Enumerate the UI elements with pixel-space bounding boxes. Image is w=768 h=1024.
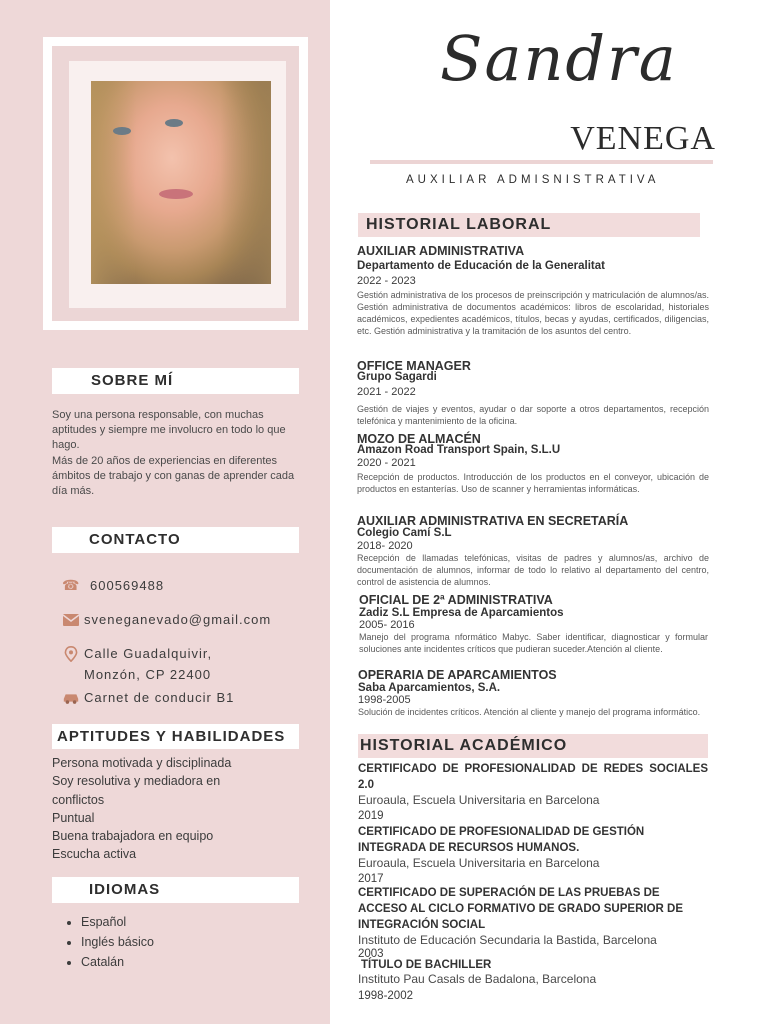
- job-role: AUXILIAR ADMINISTRATIVA: [357, 244, 525, 258]
- education-title: TÍTULO DE BACHILLER: [361, 959, 492, 971]
- language-item: • Catalán: [81, 952, 154, 972]
- contact-phone: 600569488: [90, 578, 165, 593]
- job-company: Zadiz S.L Empresa de Aparcamientos: [359, 607, 564, 619]
- job-dates: 2005- 2016: [359, 619, 415, 631]
- job-description: Solución de incidentes críticos. Atención al cliente y manejo del programa informático.: [358, 707, 701, 717]
- job-dates: 1998-2005: [358, 694, 411, 706]
- education-year: 2017: [358, 873, 384, 885]
- education-title: CERTIFICADO DE PROFESIONALIDAD DE GESTIÓN INTEGRADA DE RECURSOS HUMANOS.: [358, 826, 645, 854]
- job-description: Gestión administrativa de los procesos de preinscripción y matriculación de alumnos/as. Gestión administrativa de documentos académicos: libros de escolaridad, historiales académicos, expedientes académicos, títulos, becas y ayudas, certificados, diligencias, etc. Gestión administrativa y la tramitación de los asuntos del centro.: [357, 290, 709, 336]
- languages-heading-label: IDIOMAS: [89, 881, 161, 898]
- job-entry: [357, 359, 709, 427]
- about-text-1: Soy una persona responsable, con muchas aptitudes y siempre me involucro en todo lo que hago.: [52, 409, 286, 452]
- job-description: Manejo del programa nformático Mabyc. Saber identificar, diagnosticar y formular soluciones ante incidentes críticos que pudieran suceder.Atención al cliente.: [359, 632, 708, 654]
- languages-list: [64, 912, 154, 972]
- contact-heading-label: CONTACTO: [89, 531, 181, 548]
- mail-icon: [62, 612, 80, 628]
- job-company: Amazon Road Transport Spain, S.L.U: [357, 444, 561, 456]
- photo-lips: [159, 189, 193, 199]
- job-description: Recepción de productos. Introducción de los productos en el conveyor, ubicación de productos en estanterías. Uso de scanner y herramientas informáticas.: [357, 472, 709, 494]
- photo-eye-left: [113, 127, 131, 135]
- job-dates: 2021 - 2022: [357, 386, 416, 398]
- education-school: Euroaula, Escuela Universitaria en Barcelona: [358, 856, 600, 870]
- education-heading: [358, 734, 708, 758]
- job-company: Grupo Sagardi: [357, 371, 437, 383]
- education-school: Instituto Pau Casals de Badalona, Barcelona: [358, 972, 597, 986]
- skill-item: Persona motivada y disciplinada: [52, 756, 232, 770]
- education-entry: [358, 959, 708, 1004]
- work-heading-label: HISTORIAL LABORAL: [366, 216, 552, 233]
- job-description: Gestión de viajes y eventos, ayudar o dar soporte a otros departamentos, recepción telefónica y mantenimiento de la oficina.: [357, 404, 709, 426]
- skill-item: conflictos: [52, 792, 105, 807]
- contact-address-1: Calle Guadalquivir,: [84, 646, 213, 661]
- contact-email: sveneganevado@gmail.com: [84, 612, 272, 627]
- first-name: Sandra: [440, 22, 678, 95]
- job-role: OPERARIA DE APARCAMIENTOS: [358, 668, 557, 682]
- education-year: 2003: [358, 948, 384, 960]
- last-name: VENEGA: [570, 120, 716, 157]
- job-dates: 2022 - 2023: [357, 275, 416, 287]
- job-company: Departamento de Educación de la Generalitat: [357, 260, 605, 272]
- language-item: • Español: [81, 912, 154, 932]
- skill-item: Puntual: [52, 810, 95, 825]
- phone-icon: ☎: [62, 577, 80, 593]
- contact-heading: [52, 527, 299, 553]
- name-divider: [370, 160, 713, 164]
- skill-item: Soy resolutiva y mediadora en: [52, 774, 221, 789]
- job-description: Recepción de llamadas telefónicas, visitas de padres y alumnos/as, archivo de documentación de alumnos, informar de todo lo relativo al departamento del centro, control de asistencia de alumnos.: [357, 553, 709, 587]
- work-heading: [358, 213, 700, 237]
- about-heading: [52, 368, 299, 394]
- contact-license: Carnet de conducir B1: [84, 690, 235, 705]
- job-dates: 2018- 2020: [357, 540, 413, 552]
- job-entry: [358, 668, 708, 718]
- job-company: Colegio Camí S.L: [357, 527, 452, 539]
- skill-item: Escucha activa: [52, 847, 137, 862]
- job-entry: [359, 593, 708, 655]
- job-role: MOZO DE ALMACÉN: [357, 432, 481, 446]
- education-year: 1998-2002: [358, 990, 413, 1002]
- education-title: CERTIFICADO DE PROFESIONALIDAD DE REDES SOCIALES 2.0: [358, 763, 708, 791]
- photo-eye-right: [165, 119, 183, 127]
- education-year: 2019: [358, 810, 384, 822]
- job-entry: [357, 244, 709, 337]
- job-dates: 2020 - 2021: [357, 457, 416, 469]
- photo-hair: [91, 81, 271, 284]
- job-role: AUXILIAR ADMINISTRATIVA EN SECRETARÍA: [357, 514, 629, 528]
- skill-item: Buena trabajadora en equipo: [52, 829, 214, 844]
- languages-heading: [52, 877, 299, 903]
- education-entry: [358, 761, 708, 824]
- about-text-2: Más de 20 años de experiencias en diferentes ámbitos de trabajo y con ganas de aprender cada día más.: [52, 454, 295, 498]
- job-role: OFFICE MANAGER: [357, 359, 471, 373]
- profile-photo: [91, 81, 271, 284]
- about-text: [52, 408, 302, 499]
- education-heading-label: HISTORIAL ACADÉMICO: [360, 737, 568, 754]
- about-heading-label: SOBRE MÍ: [91, 372, 174, 389]
- job-company: Saba Aparcamientos, S.A.: [358, 682, 501, 694]
- job-entry: [357, 514, 709, 588]
- education-title: CERTIFICADO DE SUPERACIÓN DE LAS PRUEBAS DE ACCESO AL CICLO FORMATIVO DE GRADO SUPERIOR DE INTEGRACIÓN SOCIAL: [358, 887, 683, 931]
- job-title: AUXILIAR ADMISNISTRATIVA: [406, 174, 660, 186]
- job-role: OFICIAL DE 2ª ADMINISTRATIVA: [359, 593, 553, 607]
- location-icon: [62, 646, 80, 662]
- education-school: Euroaula, Escuela Universitaria en Barcelona: [358, 793, 600, 807]
- education-school: Instituto de Educación Secundaria la Bastida, Barcelona: [358, 933, 657, 947]
- car-icon: [62, 690, 80, 706]
- skills-heading-label: APTITUDES Y HABILIDADES: [57, 728, 286, 745]
- skills-heading: [52, 724, 299, 749]
- contact-address-2: Monzón, CP 22400: [84, 667, 212, 682]
- language-item: • Inglés básico: [81, 932, 154, 952]
- job-entry: [357, 432, 709, 495]
- education-entry: [358, 824, 708, 887]
- skills-list: [52, 754, 302, 864]
- education-entry: [358, 885, 708, 960]
